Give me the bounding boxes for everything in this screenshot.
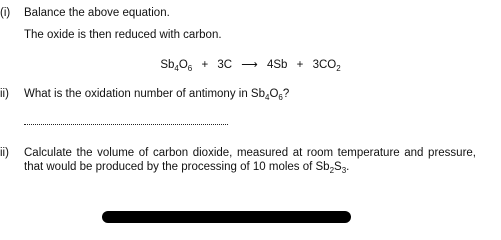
part-i-instruction: Balance the above equation. <box>24 7 170 19</box>
reactant-o-subscript: 6 <box>187 64 193 73</box>
part-ii-question <box>24 87 289 101</box>
period: . <box>346 161 350 173</box>
part-iii-number: ii) <box>0 147 9 159</box>
element-s: S <box>334 161 342 173</box>
part-ii-number: ii) <box>0 88 9 100</box>
product-antimony: 4Sb <box>266 59 288 71</box>
answer-line[interactable] <box>24 124 228 125</box>
plus-sign: + <box>201 59 209 71</box>
reactant-sb: Sb <box>160 59 175 71</box>
reaction-arrow-icon: ⟶ <box>241 59 258 71</box>
product-co: 3CO <box>312 59 337 71</box>
reactant-carbon: 3C <box>217 59 233 71</box>
subscript: 2 <box>329 166 335 175</box>
part-ii-question-text: What is the oxidation number of antimony in Sb <box>24 88 265 100</box>
subscript: 6 <box>278 93 283 102</box>
product-co-subscript: 2 <box>336 64 341 73</box>
bottom-bar <box>102 211 351 223</box>
part-i-statement: The oxide is then reduced with carbon. <box>24 29 222 41</box>
plus-sign: + <box>296 59 304 71</box>
chemical-equation <box>0 58 501 72</box>
question-mark: ? <box>282 88 290 100</box>
part-iii-question-text: Calculate the volume of carbon dioxide, measured at room temperature and pressure, that would be produced by the processing of 10 moles of Sb <box>24 147 476 173</box>
element-o: O <box>269 88 279 100</box>
part-i-number: (i) <box>0 7 11 19</box>
reactant-o: O <box>178 59 188 71</box>
subscript: 4 <box>265 93 270 102</box>
reactant-sb-subscript: 4 <box>174 64 179 73</box>
part-iii-question <box>24 146 476 174</box>
subscript: 3 <box>341 166 347 175</box>
